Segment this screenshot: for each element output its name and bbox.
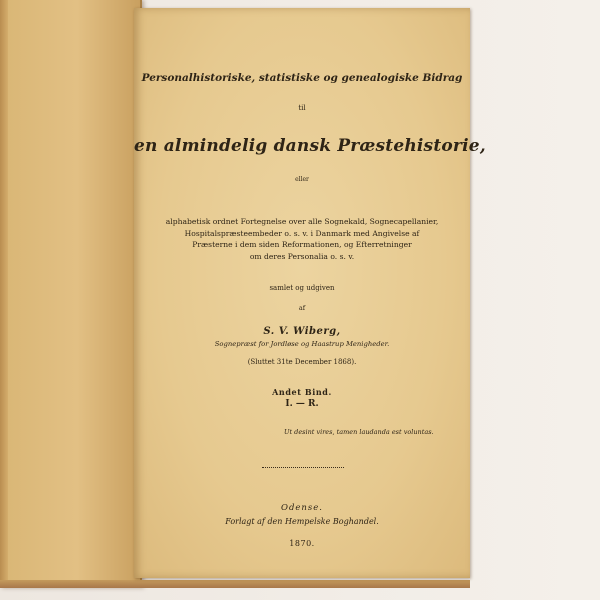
volume-range: I. — R.	[285, 399, 319, 409]
by-label: af	[298, 304, 306, 312]
supertitle: Personalhistoriske, statistiske og genealogiske Bidrag	[141, 72, 463, 84]
volume-label: Andet Bind.	[272, 387, 332, 397]
publisher: Forlagt af den Hempelske Boghandel.	[225, 517, 379, 526]
description-line: Hospitalspræsteembeder o. s. v. i Danmark med Angivelse af	[184, 228, 420, 238]
decorative-rule	[262, 467, 344, 468]
cover-bottom-edge	[0, 580, 470, 588]
connector-word: til	[298, 104, 306, 112]
main-title: en almindelig dansk Præstehistorie,	[134, 136, 486, 156]
description-line: om deres Personalia o. s. v.	[249, 251, 355, 261]
author-role: Sognepræst for Jordløse og Haastrup Menigheder.	[214, 340, 390, 348]
title-page	[134, 8, 486, 578]
description-line: alphabetisk ordnet Fortegnelse over alle Sognekald, Sognecapellanier,	[165, 217, 439, 226]
book-spine-edge	[0, 0, 8, 588]
publication-year: 1870.	[289, 539, 315, 548]
compiled-label: samlet og udgiven	[269, 284, 335, 292]
book-cover	[0, 0, 142, 588]
description-line: Præsterne i dem siden Reformationen, og Efterretninger	[192, 240, 412, 249]
publication-city: Odense.	[280, 503, 323, 513]
or-word: eller	[295, 176, 309, 183]
closing-date: (Sluttet 31te December 1868).	[247, 358, 357, 366]
description-block	[134, 216, 470, 262]
motto: Ut desint vires, tamen laudanda est voluntas.	[284, 428, 434, 436]
author-name: S. V. Wiberg,	[263, 326, 341, 337]
